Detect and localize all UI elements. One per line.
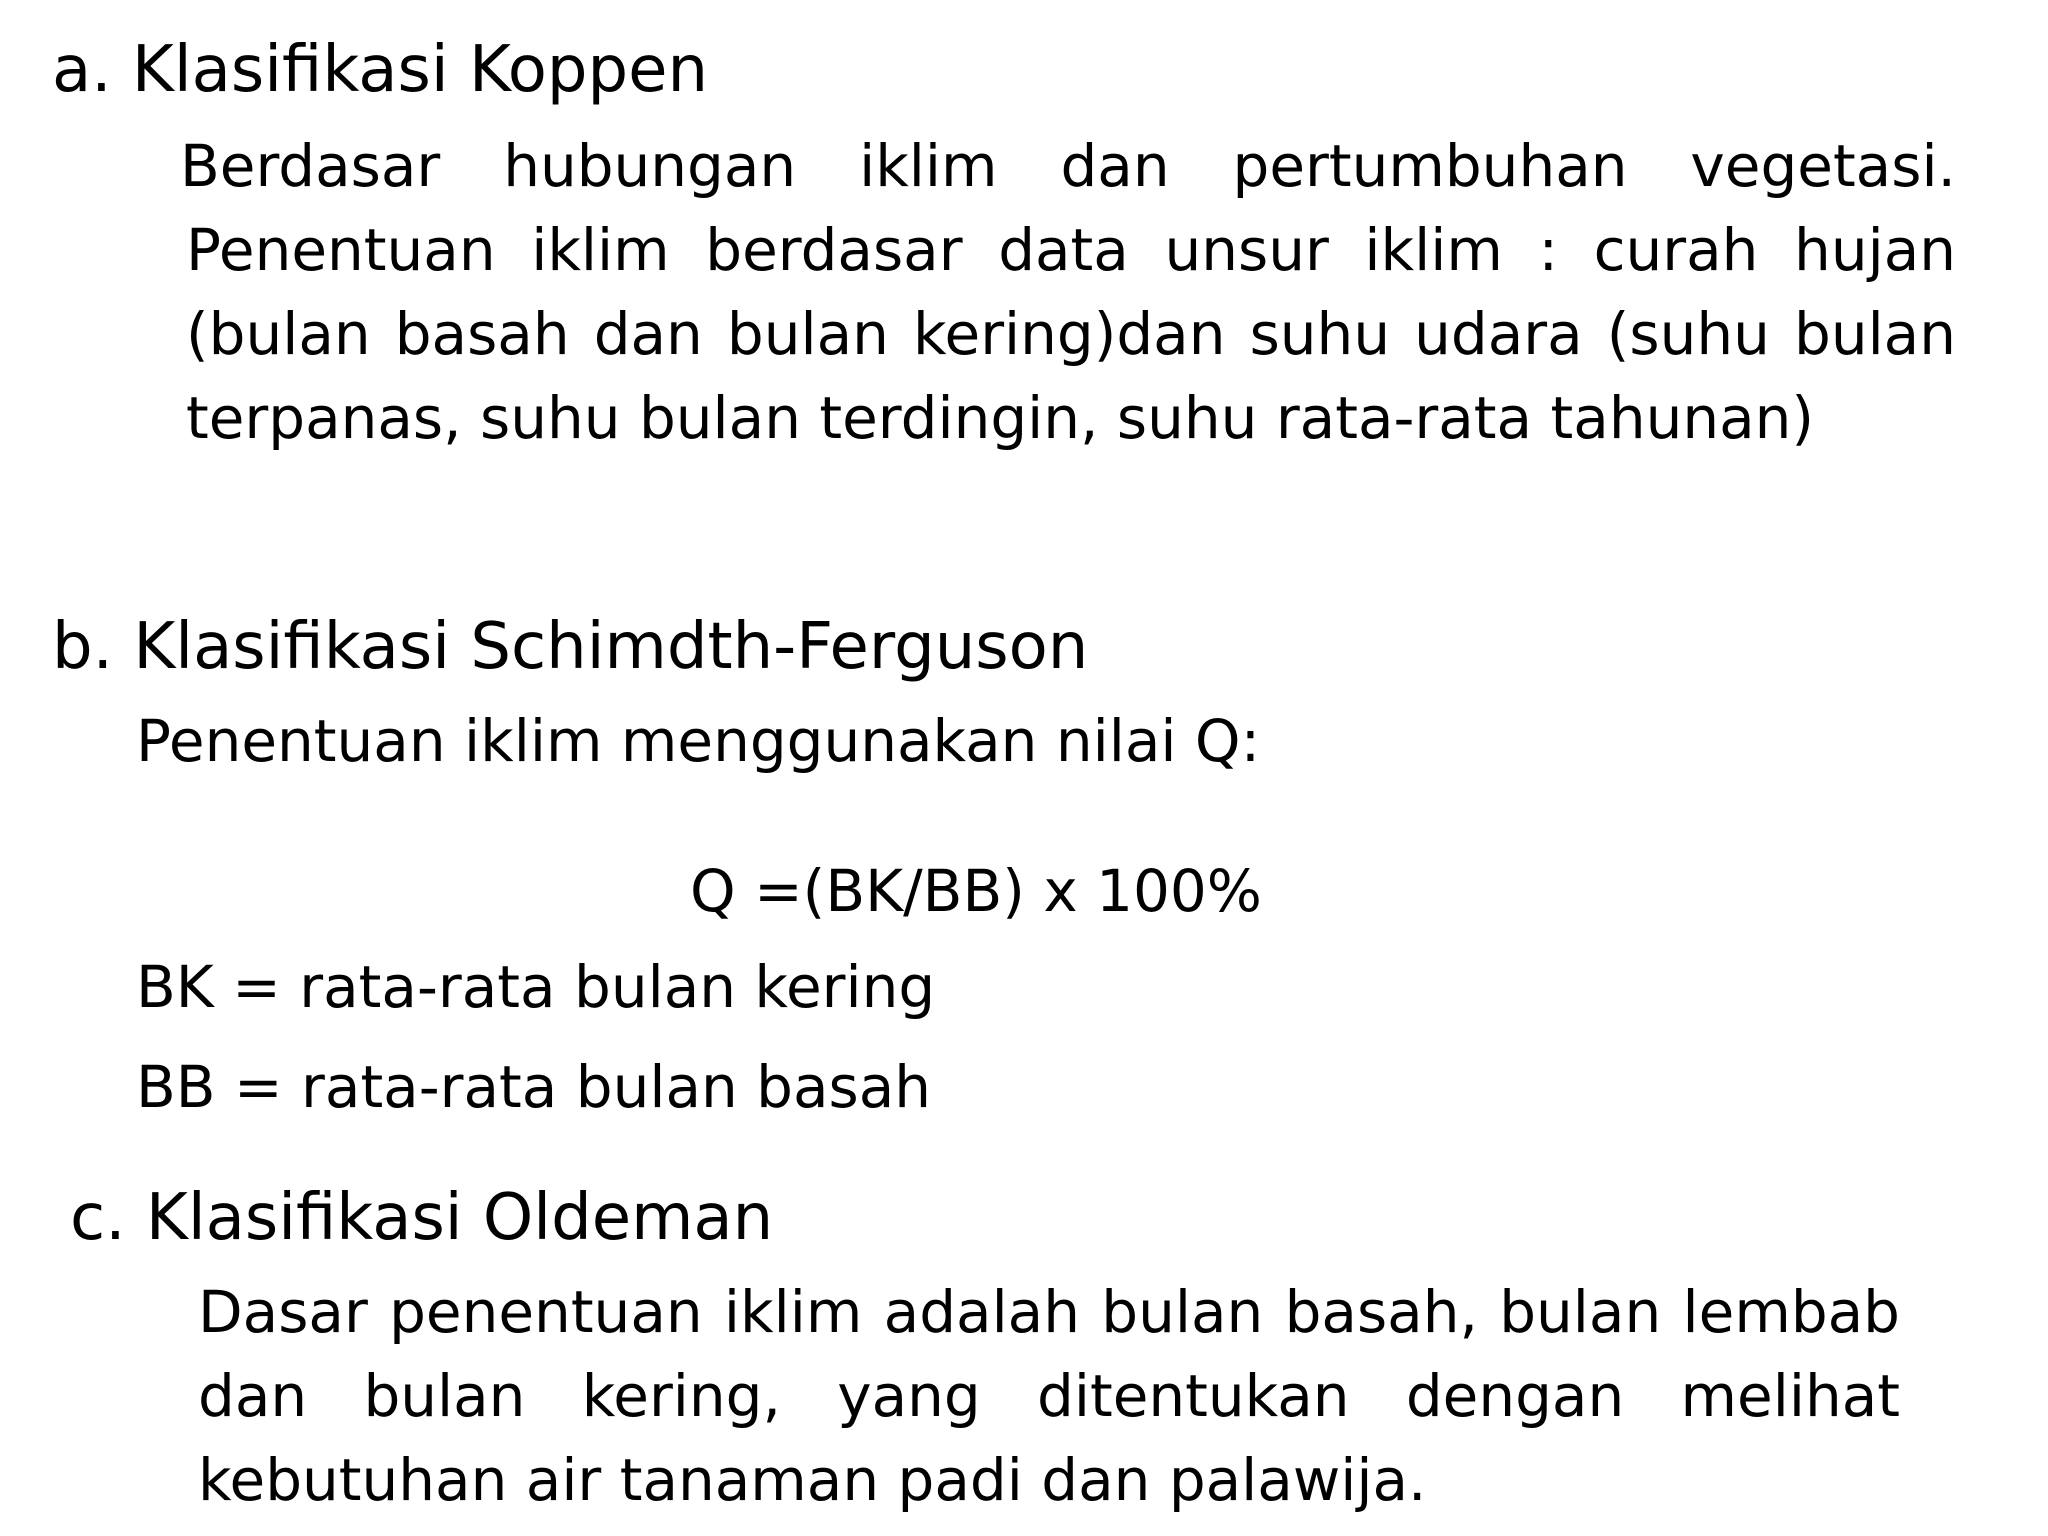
section-a-body: Berdasar hubungan iklim dan pertumbuhan vegetasi. Penentuan iklim berdasar data unsur iklim : curah hujan (bulan basah dan bulan kering)dan suhu udara (suhu bulan terpanas, suhu bulan terdingin, suhu rata-rata tahunan)	[180, 132, 1956, 452]
bb-definition: BB = rata-rata bulan basah	[136, 1053, 932, 1121]
section-b-intro: Penentuan iklim menggunakan nilai Q:	[136, 707, 1261, 775]
section-a-heading: a. Klasifikasi Koppen	[52, 33, 709, 107]
section-b-heading: b. Klasifikasi Schimdth-Ferguson	[52, 610, 1089, 684]
section-c-body: Dasar penentuan iklim adalah bulan basah, bulan lembab dan bulan kering, yang ditentukan dengan melihat kebutuhan air tanaman padi dan palawija.	[198, 1278, 1900, 1514]
bk-definition: BK = rata-rata bulan kering	[136, 953, 936, 1021]
section-c-heading: c. Klasifikasi Oldeman	[70, 1181, 774, 1255]
q-formula: Q =(BK/BB) x 100%	[690, 857, 1262, 925]
